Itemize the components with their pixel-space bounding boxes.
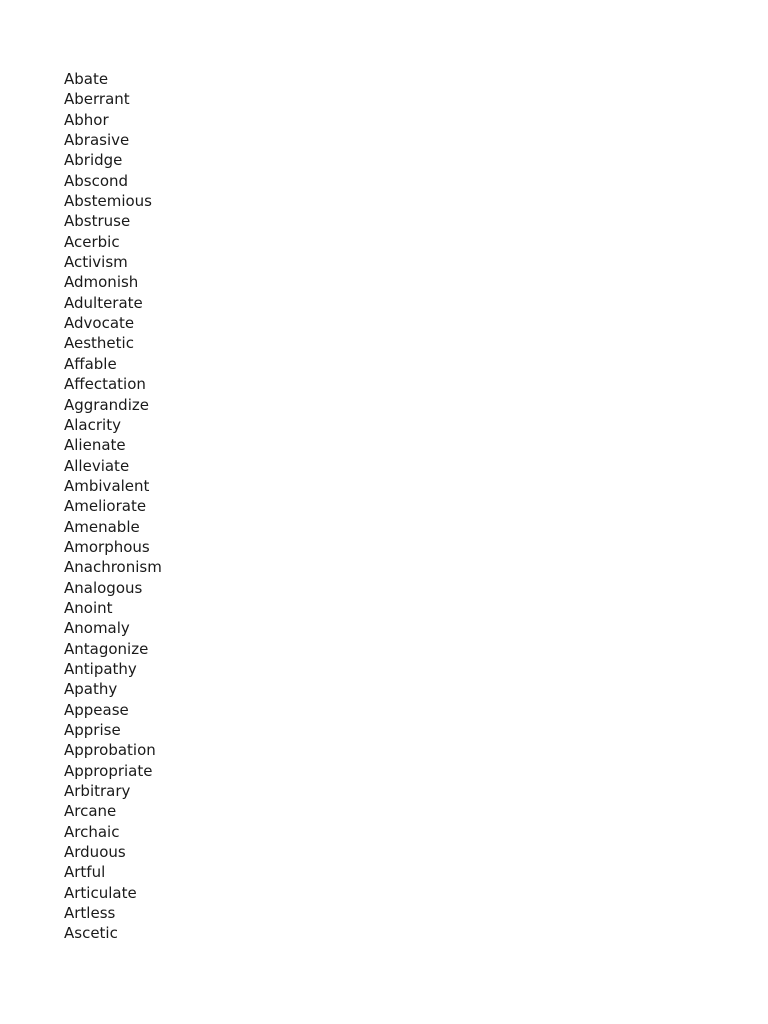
word-list-item: Ambivalent — [64, 476, 150, 495]
word-list-item: Artful — [64, 863, 106, 882]
word-list-item: Ascetic — [64, 924, 118, 943]
word-list-item: Alacrity — [64, 415, 121, 434]
word-list-item: Abstemious — [64, 192, 152, 211]
word-list-item: Abscond — [64, 171, 129, 190]
word-list — [64, 69, 162, 944]
word-list-item: Aesthetic — [64, 334, 134, 353]
word-list-item: Aberrant — [64, 90, 130, 109]
word-list-item: Appease — [64, 700, 129, 719]
word-list-item: Advocate — [64, 314, 135, 333]
word-list-item: Approbation — [64, 741, 156, 760]
word-list-item: Amorphous — [64, 537, 150, 556]
word-list-item: Archaic — [64, 822, 120, 841]
word-list-item: Acerbic — [64, 232, 120, 251]
word-list-item: Admonish — [64, 273, 139, 292]
word-list-item: Arduous — [64, 843, 126, 862]
word-list-item: Articulate — [64, 883, 137, 902]
word-list-item: Analogous — [64, 578, 143, 597]
word-list-item: Abridge — [64, 151, 123, 170]
word-list-item: Abate — [64, 70, 109, 88]
word-list-item: Ameliorate — [64, 497, 147, 516]
word-list-item: Alienate — [64, 436, 126, 455]
word-list-item: Anachronism — [64, 558, 162, 577]
word-list-item: Abhor — [64, 110, 109, 129]
word-list-item: Arbitrary — [64, 782, 131, 801]
word-list-item: Antagonize — [64, 639, 149, 658]
word-list-item: Antipathy — [64, 659, 137, 678]
word-list-item: Activism — [64, 253, 128, 272]
word-list-item: Amenable — [64, 517, 140, 536]
word-list-item: Appropriate — [64, 761, 153, 780]
word-list-item: Abrasive — [64, 131, 130, 150]
word-list-item: Abstruse — [64, 212, 131, 231]
word-list-item: Affable — [64, 354, 117, 373]
word-list-item: Apprise — [64, 721, 121, 739]
word-list-item: Affectation — [64, 375, 146, 394]
word-list-item: Apathy — [64, 680, 118, 699]
word-list-item: Alleviate — [64, 456, 130, 475]
word-list-item: Anoint — [64, 598, 113, 617]
word-list-item: Artless — [64, 904, 116, 923]
word-list-item: Aggrandize — [64, 395, 149, 414]
word-list-item: Anomaly — [64, 619, 130, 638]
word-list-item: Arcane — [64, 802, 117, 821]
word-list-item: Adulterate — [64, 293, 143, 312]
